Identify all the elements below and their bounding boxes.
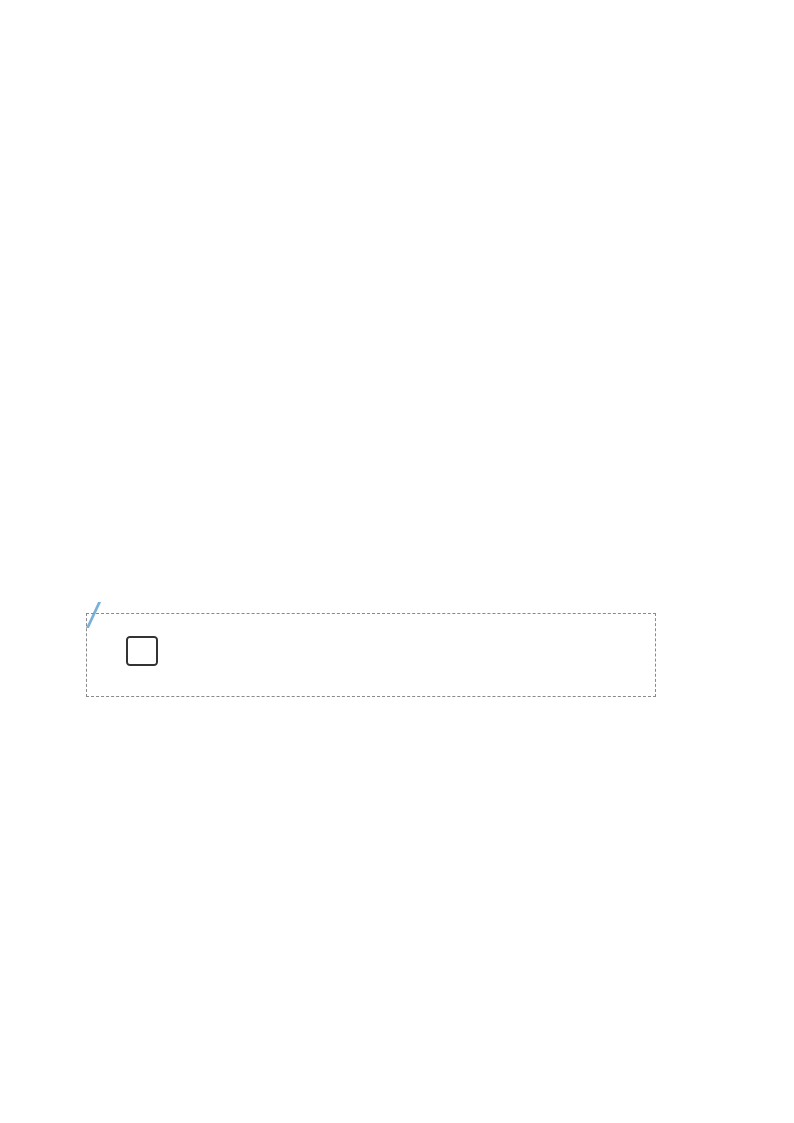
example-number-badge	[126, 636, 158, 666]
sidebar-tip-1	[680, 705, 776, 711]
courseware-box	[86, 613, 656, 697]
sidebar-tip-2	[680, 1030, 776, 1034]
